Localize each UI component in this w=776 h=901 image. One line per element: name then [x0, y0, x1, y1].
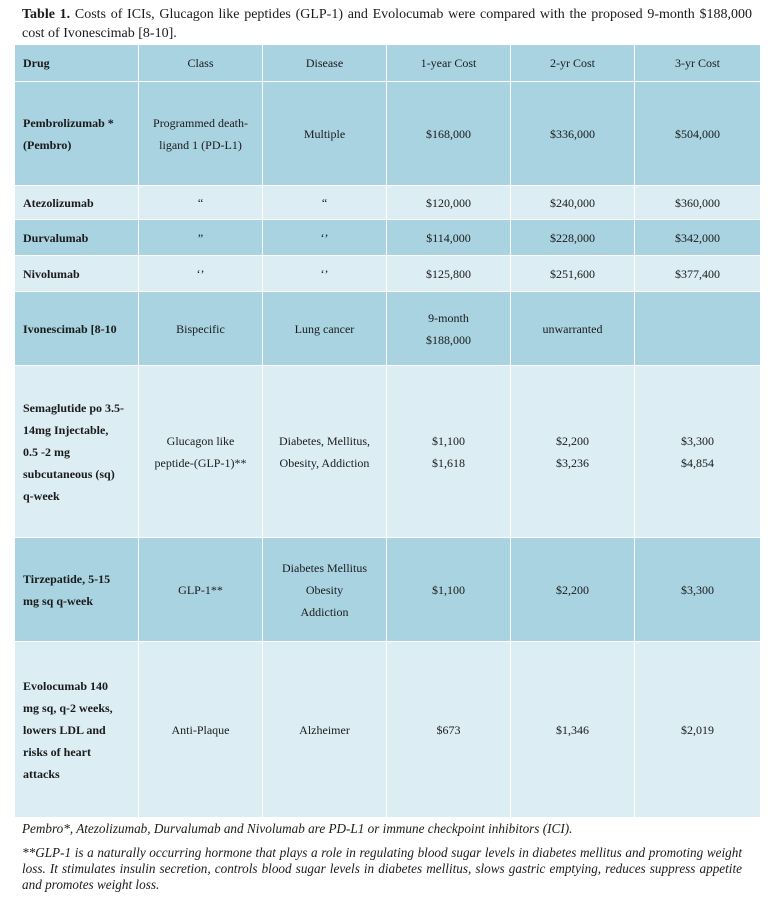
cell-line: $504,000 — [675, 126, 720, 141]
cell-line: ‘’ — [320, 230, 329, 245]
cell-1yr-cost — [387, 642, 511, 818]
table-footnotes — [22, 821, 742, 901]
cell-line: (Pembro) — [23, 137, 72, 152]
cell-line: Obesity, Addiction — [279, 455, 370, 470]
cell-line: $2,200 — [556, 582, 589, 597]
cell-line: Evolocumab 140 — [23, 678, 109, 693]
cell-line: Nivolumab — [23, 266, 80, 281]
table-row — [15, 256, 761, 292]
cell-disease — [263, 82, 387, 186]
cell-line: $3,236 — [556, 455, 589, 470]
cell-2yr-cost — [511, 256, 635, 292]
cell-line: ligand 1 (PD-L1) — [159, 137, 242, 152]
header-class: Class — [139, 45, 263, 82]
cell-line: $125,800 — [426, 266, 471, 281]
cell-1yr-cost — [387, 538, 511, 642]
header-3yr-cost: 3-yr Cost — [635, 45, 761, 82]
cell-disease — [263, 220, 387, 256]
cell-line: $188,000 — [426, 332, 471, 347]
cell-disease — [263, 538, 387, 642]
header-drug: Drug — [15, 45, 139, 82]
cell-3yr-cost — [635, 186, 761, 220]
cell-line: Ivonescimab [8-10 — [23, 321, 117, 336]
table-row — [15, 82, 761, 186]
cell-line: Diabetes, Mellitus, — [279, 433, 370, 448]
cell-line: lowers LDL and — [23, 722, 106, 737]
cell-line: ‘’ — [320, 266, 329, 281]
cell-line: risks of heart — [23, 744, 91, 759]
cell-line: $168,000 — [426, 126, 471, 141]
cell-line: $4,854 — [681, 455, 714, 470]
cell-line: $2,019 — [681, 722, 714, 737]
cell-1yr-cost — [387, 256, 511, 292]
cell-2yr-cost — [511, 82, 635, 186]
footnote-ici: Pembro*, Atezolizumab, Durvalumab and Nivolumab are PD-L1 or immune checkpoint inhibitors (ICI). — [22, 821, 573, 836]
cell-class — [139, 186, 263, 220]
cell-line: Multiple — [303, 126, 346, 141]
table-caption — [22, 5, 752, 43]
cell-class — [139, 292, 263, 366]
cell-line: 9-month — [428, 310, 469, 325]
cell-line: Glucagon like — [166, 433, 235, 448]
footnote-glp1: **GLP-1 is a naturally occurring hormone that plays a role in regulating blood sugar levels in diabetes mellitus and promoting weight loss. It stimulates insulin secretion, controls blood sugar levels in diabetes mellitus, slows gastric emptying, reduces suppress appetite and promotes weight loss. — [22, 845, 742, 892]
cell-line: attacks — [23, 766, 60, 781]
cell-line: ‘’ — [196, 266, 205, 281]
cost-comparison-table — [14, 44, 761, 818]
cell-drug — [15, 642, 139, 818]
cell-class — [139, 366, 263, 538]
table-row — [15, 186, 761, 220]
cell-line: “ — [321, 195, 328, 210]
cell-1yr-cost — [387, 186, 511, 220]
table-header-row — [15, 45, 761, 82]
cell-disease — [263, 186, 387, 220]
cell-drug — [15, 292, 139, 366]
cell-3yr-cost — [635, 642, 761, 818]
cell-1yr-cost — [387, 220, 511, 256]
cell-1yr-cost — [387, 292, 511, 366]
cell-line: Anti-Plaque — [171, 722, 230, 737]
cell-line: Diabetes Mellitus — [282, 560, 367, 575]
cell-2yr-cost — [511, 292, 635, 366]
cell-3yr-cost — [635, 292, 761, 366]
table-row — [15, 220, 761, 256]
cell-line: $1,100 — [432, 582, 465, 597]
caption-text: Costs of ICIs, Glucagon like peptides (GLP-1) and Evolocumab were compared with the proposed 9-month $188,000 cost of Ivonescimab [8-10]. — [22, 7, 752, 41]
cell-line: subcutaneous (sq) — [23, 466, 115, 481]
cell-3yr-cost — [635, 366, 761, 538]
header-1yr-cost: 1-year Cost — [387, 45, 511, 82]
cell-line: Programmed death- — [153, 115, 248, 130]
caption-label: Table 1. — [22, 7, 71, 22]
cell-class — [139, 642, 263, 818]
cell-line: 14mg Injectable, — [23, 422, 109, 437]
header-disease: Disease — [263, 45, 387, 82]
header-2yr-cost: 2-yr Cost — [511, 45, 635, 82]
cell-line: $228,000 — [550, 230, 595, 245]
cell-drug — [15, 256, 139, 292]
cell-1yr-cost — [387, 366, 511, 538]
cell-class — [139, 538, 263, 642]
cell-class — [139, 82, 263, 186]
cell-line: Durvalumab — [23, 230, 89, 245]
cell-line: “ — [197, 195, 204, 210]
cell-disease — [263, 256, 387, 292]
cell-line: Tirzepatide, 5-15 — [23, 571, 111, 586]
cell-drug — [15, 538, 139, 642]
cell-line: $114,000 — [426, 230, 471, 245]
cell-line: Alzheimer — [299, 722, 350, 737]
cell-line: Bispecific — [176, 321, 225, 336]
cell-3yr-cost — [635, 538, 761, 642]
cell-line: $120,000 — [426, 195, 471, 210]
cell-line: $1,100 — [432, 433, 465, 448]
table-row — [15, 292, 761, 366]
cell-line: unwarranted — [542, 321, 603, 336]
cell-line: mg sq, q-2 weeks, — [23, 700, 113, 715]
cell-1yr-cost — [387, 82, 511, 186]
cell-line: $673 — [436, 722, 461, 737]
cell-3yr-cost — [635, 82, 761, 186]
cell-line: 0.5 -2 mg — [23, 444, 70, 459]
cell-line: $2,200 — [556, 433, 589, 448]
cell-line: GLP-1** — [178, 582, 223, 597]
cell-line: $336,000 — [550, 126, 595, 141]
table-row — [15, 642, 761, 818]
cell-drug — [15, 82, 139, 186]
cell-disease — [263, 642, 387, 818]
cell-line: $1,346 — [556, 722, 589, 737]
cell-2yr-cost — [511, 220, 635, 256]
cell-drug — [15, 186, 139, 220]
cell-drug — [15, 366, 139, 538]
cell-line: $1,618 — [432, 455, 465, 470]
cell-class — [139, 256, 263, 292]
cell-2yr-cost — [511, 538, 635, 642]
cell-line: Obesity — [305, 582, 344, 597]
cell-3yr-cost — [635, 256, 761, 292]
cell-disease — [263, 292, 387, 366]
cell-line: $3,300 — [681, 433, 714, 448]
cell-2yr-cost — [511, 366, 635, 538]
cell-line: $3,300 — [681, 582, 714, 597]
table-row — [15, 366, 761, 538]
cell-drug — [15, 220, 139, 256]
cell-line: q-week — [23, 488, 60, 503]
cell-disease — [263, 366, 387, 538]
cell-line: mg sq q-week — [23, 593, 94, 608]
cell-line: Atezolizumab — [23, 195, 94, 210]
cell-line: Lung cancer — [294, 321, 355, 336]
cell-line: $377,400 — [675, 266, 720, 281]
cell-line: $251,600 — [550, 266, 595, 281]
cell-line: peptide-(GLP-1)** — [154, 455, 247, 470]
cell-line: Semaglutide po 3.5- — [23, 400, 125, 415]
cell-line: $342,000 — [675, 230, 720, 245]
table-row — [15, 538, 761, 642]
cell-line: Pembrolizumab * — [23, 115, 114, 130]
cell-class — [139, 220, 263, 256]
cell-line: Addiction — [300, 604, 349, 619]
cell-line: $360,000 — [675, 195, 720, 210]
cell-line: $240,000 — [550, 195, 595, 210]
cell-2yr-cost — [511, 186, 635, 220]
cell-line: ” — [197, 230, 204, 245]
cell-3yr-cost — [635, 220, 761, 256]
cell-2yr-cost — [511, 642, 635, 818]
